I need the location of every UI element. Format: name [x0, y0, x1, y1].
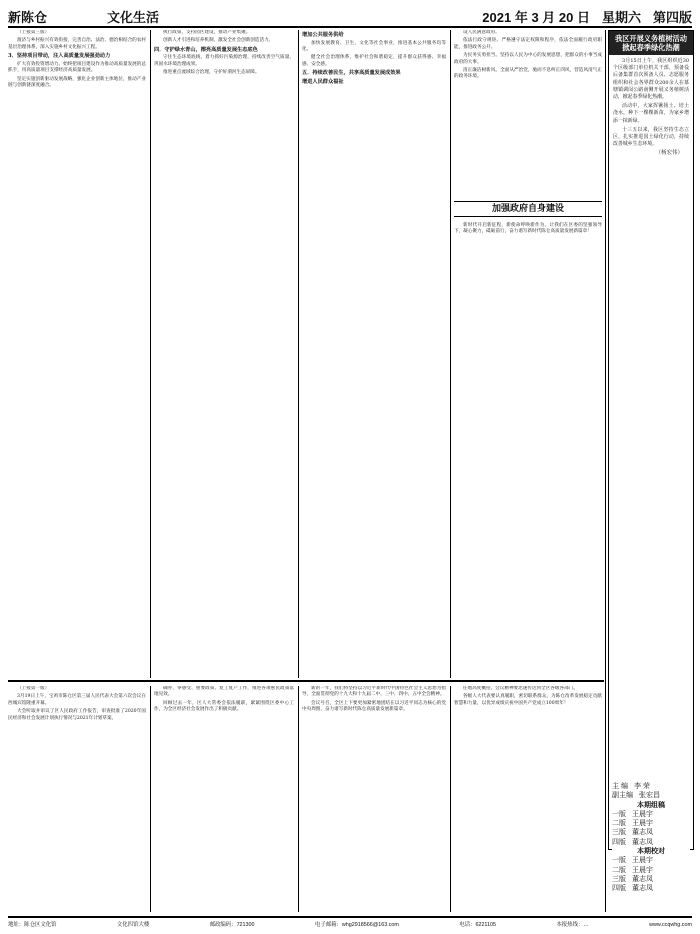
deputy-editor-label: 副主编: [612, 792, 633, 800]
article-paragraph: 守住生态环境底线，着力抓好污染源治理，持续改善空气质量，巩固水环境治理成果。: [154, 55, 294, 67]
article-paragraph: 健全社会治理体系，维护社会和谐稳定，提升群众获得感、幸福感、安全感。: [302, 55, 446, 67]
lower-column-1: [8, 686, 146, 912]
column-divider: [150, 686, 151, 912]
column-divider: [450, 30, 451, 678]
proofreader-label: 四版: [612, 885, 626, 893]
section-name: 文化生活: [107, 10, 160, 25]
article-subheading: 五．持续改善民生，共享高质量发展成效果: [302, 70, 401, 77]
masthead: [8, 6, 692, 28]
article-paragraph: 坚定实施创新驱动发展战略，强化企业创新主体地位，推动产业链与创新链深度融合。: [8, 76, 146, 89]
sidebar-headline-line-1: 我区开展义务植树活动: [615, 34, 687, 43]
upper-column-4: [454, 30, 602, 678]
lower-column-4: [454, 686, 602, 912]
sidebar-paragraph: 活动中，大家挥锹扬土、培土浇水，种下一棵棵新苗，为家乡增添一抹新绿。: [613, 103, 689, 124]
footer-note: 本报热线：…: [556, 922, 589, 928]
continuation-note: （上接第一版）: [17, 686, 50, 691]
issue-date: 2021 年 3 月 20 日: [482, 10, 590, 25]
lower-column-2: [154, 686, 294, 912]
editor-label: 三版: [612, 829, 626, 837]
footer-phone: 电话：6221105: [459, 922, 497, 928]
article-paragraph: 推进重点流域综合治理，守护好渭河生态屏障。: [163, 70, 260, 76]
article-paragraph: 新时代开启新征程，新使命呼唤新作为。让我们在区委的坚强领导下，凝心聚力，砥砺前行，奋力谱写新时代陈仓高质量发展新篇章！: [454, 222, 602, 235]
proofreaders-title: 本期校对: [637, 848, 665, 856]
article-paragraph: 依法行政守规矩。严格遵守法定权限和程序，依法全面履行政府职能，推进政务公开。: [454, 38, 602, 50]
sidebar-news-box: [608, 30, 694, 850]
article-paragraph: 加快发展教育、卫生、文化等社会事业，推进基本公共服务均等化。: [302, 40, 446, 52]
deputy-editor-name: 张宏昌: [639, 792, 660, 800]
sidebar-headline-line-2: 掀起春季绿化热潮: [622, 43, 680, 52]
article-paragraph: 设人民满意政府。: [463, 30, 500, 35]
editor-name: 王晨宇: [632, 820, 653, 828]
editor-name: 董志凤: [632, 829, 653, 837]
article-subheading: 增进人民群众福祉: [302, 78, 344, 85]
article-subheading: 3．坚持项目带动，注入高质量发展强劲动力: [8, 53, 111, 60]
proofreader-label: 一版: [612, 857, 626, 865]
sidebar-author: （杨宏伟）: [655, 150, 683, 157]
footer-address: 地址：陈仓区文化馆: [8, 922, 57, 928]
paper-name: 新陈仓: [8, 10, 48, 25]
proofreader-name: 王晨宇: [632, 866, 653, 874]
editor-name: 王晨宇: [632, 810, 653, 818]
sidebar-headline: [609, 31, 693, 55]
article-subheading: 增加公共服务供给: [302, 32, 344, 38]
article-paragraph: 各级人大代表要认真履职，密切联系群众，为陈仓改革发展稳定贡献智慧和力量，以优异成绩庆祝中国共产党成立100周年！: [454, 694, 602, 706]
upper-column-3: [302, 30, 446, 678]
column-divider: [298, 686, 299, 912]
article-paragraph: 新的一年，我们将坚持以习近平新时代中国特色社会主义思想为指导，全面贯彻党的十九大和十九届二中、三中、四中、五中全会精神。: [302, 686, 446, 698]
article-paragraph: 任地高度概括，会议精神要迅速传达到全区各级各部门。: [463, 686, 578, 691]
article-subheading: 四．守护绿水青山，擦亮高质量发展生态底色: [154, 46, 258, 53]
proofreader-name: 董志凤: [632, 875, 653, 883]
lower-column-3: [302, 686, 446, 912]
page-footer: [8, 916, 692, 932]
column-divider: [450, 686, 451, 912]
article-paragraph: 确办、零感受、重要政策、复工复产工作，推进各项惠民政策落地见效。: [154, 686, 294, 698]
editors-title: 本期组稿: [637, 801, 665, 809]
column-divider: [150, 30, 151, 678]
article-paragraph: 为民务实勇担当。坚持以人民为中心的发展思想，把群众的小事当成政府的大事。: [454, 53, 602, 65]
footer-building: 文化四馆大楼: [116, 922, 150, 928]
proofreader-name: 王晨宇: [632, 857, 653, 865]
article-paragraph: 执行政策，支持园区建设，推动产业集聚。: [163, 30, 251, 35]
proofreader-name: 董志凤: [632, 885, 653, 893]
article-paragraph: 会议号召，全区上下要更加紧密地团结在以习近平同志为核心的党中央周围，奋力谱写新时代陈仓高质量发展新篇章。: [302, 700, 446, 713]
footer-website: www.ccqwhg.com: [649, 922, 692, 928]
article-paragraph: 创新人才引进和培养机制，激发全社会创新创造活力。: [163, 38, 274, 44]
footer-email: 电子邮箱：whg2918566@163.com: [314, 922, 399, 928]
continuation-note: （上接第三版）: [17, 30, 50, 35]
editor-name: 董志凤: [632, 838, 653, 846]
chief-editor-label: 主 编: [612, 783, 628, 790]
article-paragraph: 扩大有效投资增动力。始终把项目建设作为推动高质量发展的总抓手，用高质量项目支撑经济高质量发展。: [8, 61, 146, 74]
editor-label: 四版: [612, 838, 626, 846]
proofreader-label: 三版: [612, 875, 626, 883]
issue-weekday: 星期六: [601, 10, 641, 25]
footer-postcode: 邮政编码：721300: [209, 922, 255, 928]
chief-editor-name: 李 荣: [633, 783, 650, 790]
sidebar-paragraph: 十三五以来，我区坚持生态立区，扎实推进国土绿化行动，持续改善城乡生态环境。: [613, 126, 689, 148]
sidebar-paragraph: 3月15日上午，我区组织近30个区级部门单位机关干部，预备役后备集群首次预备人员、志愿服务组织和社会各界群众200余人在慕塘镇调闵公路南侧开展义务植树活动，掀起春季绿化热潮。: [613, 58, 689, 101]
article-paragraph: 回顾过去一年，区人大常委会依法履职，紧紧围绕区委中心工作，为全区经济社会发展作出了积极贡献。: [154, 700, 294, 713]
section-divider: [8, 680, 604, 682]
upper-column-2: [154, 30, 294, 678]
editor-label: 一版: [612, 810, 626, 818]
section-headline: 加强政府自身建设: [454, 201, 602, 217]
staff-credits: [612, 782, 690, 894]
article-paragraph: 大会听取并审议了区人民政府工作报告，审查批准了2020年国民经济和社会发展计划执行情况与2021年计划草案。: [8, 709, 146, 721]
sidebar-body: [609, 55, 693, 161]
article-paragraph: 清正廉洁树新风。全面从严治党，驰而不息纠正四风，营造风清气正的政务环境。: [454, 68, 602, 80]
sidebar-divider: [605, 30, 606, 912]
article-paragraph: 3月19日上午，宝鸡市陈仓区第三届人民代表大会第六次会议在西城宾馆隆重开幕。: [8, 694, 146, 706]
proofreader-label: 二版: [612, 866, 626, 874]
page-number: 第四版: [652, 10, 692, 25]
article-paragraph: 渡济与乡村振兴有效衔接，完善自治、法治、德治相结合的农村基层治理体系，深入实施乡村文化振兴工程。: [8, 38, 146, 50]
column-divider: [298, 30, 299, 678]
upper-column-1: [8, 30, 146, 678]
editor-label: 二版: [612, 820, 626, 828]
